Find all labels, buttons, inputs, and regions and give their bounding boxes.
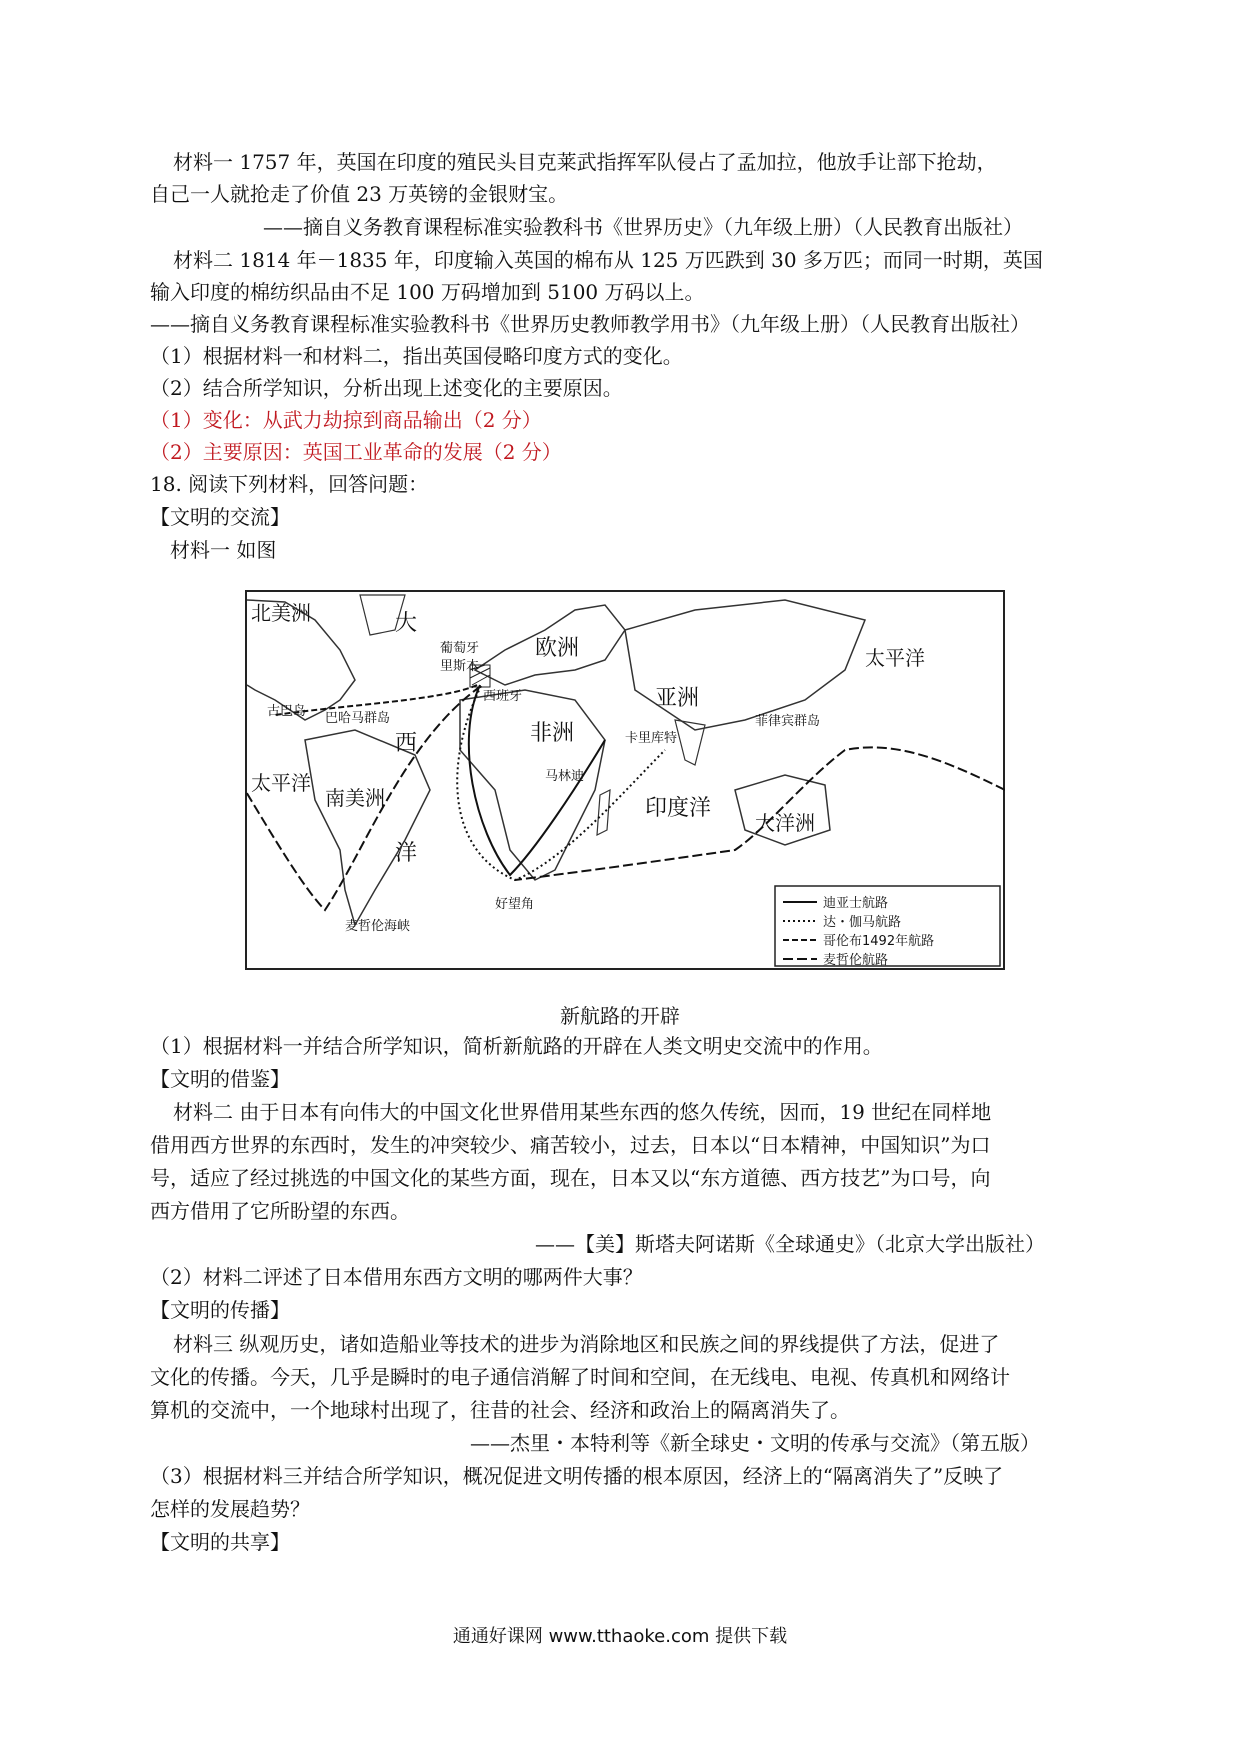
map-svg (245, 590, 1005, 970)
map-caption: 新航路的开辟 (560, 1004, 680, 1028)
label-philippines: 菲律宾群岛 (755, 714, 821, 729)
material-18-3-source: ——杰里・本特利等《新全球史・文明的传承与交流》（第五版） (470, 1431, 1040, 1455)
label-cape-of-good-hope: 好望角 (495, 897, 535, 912)
label-south-america: 南美洲 (325, 786, 385, 810)
material2-line2: 输入印度的棉纺织品由不足 100 万码增加到 5100 万码以上。 (150, 280, 705, 304)
label-atlantic-xi: 西 (395, 731, 418, 756)
label-oceania: 大洋洲 (755, 811, 815, 835)
material-18-2-line2: 借用西方世界的东西时，发生的冲突较少、痛苦较小，过去，日本以“日本精神，中国知识”为口 (150, 1133, 991, 1157)
question-18-3-line2: 怎样的发展趋势？ (150, 1497, 310, 1521)
material2-line1: 材料二 1814 年－1835 年，印度输入英国的棉布从 125 万匹跌到 30 多万匹；而同一时期，英国 (173, 248, 1043, 272)
section-heading-exchange: 【文明的交流】 (150, 505, 290, 529)
section-heading-borrowing: 【文明的借鉴】 (150, 1067, 290, 1091)
material2-source: ——摘自义务教育课程标准实验教科书《世界历史教师教学用书》（九年级上册）（人民教育出版社） (150, 312, 1030, 336)
page-footer: 通通好课网 www.tthaoke.com 提供下载 (452, 1626, 788, 1647)
question-2: （2）结合所学知识，分析出现上述变化的主要原因。 (150, 376, 623, 400)
material-18-3-line3: 算机的交流中，一个地球村出现了，往昔的社会、经济和政治上的隔离消失了。 (150, 1398, 850, 1422)
material-18-3-line1: 材料三 纵观历史，诸如造船业等技术的进步为消除地区和民族之间的界线提供了方法，促进了 (173, 1332, 1000, 1356)
label-asia: 亚洲 (655, 686, 700, 711)
new-sea-routes-map (245, 590, 1005, 970)
label-europe: 欧洲 (535, 636, 580, 661)
section-heading-sharing: 【文明的共享】 (150, 1530, 290, 1554)
label-atlantic-yang: 洋 (395, 841, 418, 866)
material1-line2: 自己一人就抢走了价值 23 万英镑的金银财宝。 (150, 182, 569, 206)
label-calicut: 卡里库特 (625, 731, 678, 746)
label-indian-ocean: 印度洋 (645, 796, 712, 821)
legend-dias: 迪亚士航路 (823, 896, 889, 911)
question-18-3-line1: （3）根据材料三并结合所学知识，概况促进文明传播的根本原因，经济上的“隔离消失了”反映了 (150, 1464, 1004, 1488)
label-pacific-left: 太平洋 (251, 771, 311, 795)
label-lisbon: 里斯本 (440, 659, 480, 674)
answer-2: （2）主要原因：英国工业革命的发展（2 分） (150, 440, 562, 464)
label-cuba: 古巴岛 (267, 704, 307, 719)
label-magellan-strait: 麦哲伦海峡 (345, 919, 411, 934)
material1-line1: 材料一 1757 年，英国在印度的殖民头目克莱武指挥军队侵占了孟加拉，他放手让部下抢劫， (173, 150, 997, 174)
label-north-america-1: 北美洲 (251, 601, 311, 625)
question-18-2: （2）材料二评述了日本借用东西方文明的哪两件大事？ (150, 1265, 643, 1289)
material-18-1-label: 材料一 如图 (170, 538, 277, 562)
material-18-2-line3: 号，适应了经过挑选的中国文化的某些方面，现在，日本又以“东方道德、西方技艺”为口号，向 (150, 1166, 991, 1190)
legend-magellan: 麦哲伦航路 (823, 953, 889, 968)
label-spain: 西班牙 (483, 689, 523, 704)
map-legend (775, 886, 1000, 968)
label-africa: 非洲 (530, 721, 575, 746)
section-heading-spread: 【文明的传播】 (150, 1298, 290, 1322)
question-18-1: （1）根据材料一并结合所学知识，简析新航路的开辟在人类文明史交流中的作用。 (150, 1034, 883, 1058)
legend-columbus: 哥伦布1492年航路 (823, 934, 935, 949)
legend-da-gama: 达・伽马航路 (823, 915, 902, 930)
material1-source: ——摘自义务教育课程标准实验教科书《世界历史》（九年级上册）（人民教育出版社） (263, 215, 1023, 239)
question-18: 18. 阅读下列材料，回答问题： (150, 472, 429, 496)
material-18-2-source: ——【美】斯塔夫阿诺斯《全球通史》（北京大学出版社） (535, 1232, 1045, 1256)
question-1: （1）根据材料一和材料二，指出英国侵略印度方式的变化。 (150, 344, 683, 368)
answer-1: （1）变化：从武力劫掠到商品输出（2 分） (150, 408, 542, 432)
material-18-2-line1: 材料二 由于日本有向伟大的中国文化世界借用某些东西的悠久传统，因而，19 世纪在同样地 (173, 1100, 992, 1124)
label-portugal: 葡萄牙 (440, 641, 480, 656)
label-malindi: 马林迪 (545, 769, 585, 784)
material-18-3-line2: 文化的传播。今天，几乎是瞬时的电子通信消解了时间和空间，在无线电、电视、传真机和网络计 (150, 1365, 1010, 1389)
material-18-2-line4: 西方借用了它所盼望的东西。 (150, 1199, 410, 1223)
label-pacific-right: 太平洋 (865, 646, 925, 670)
label-bahamas: 巴哈马群岛 (325, 711, 391, 726)
label-atlantic-da: 大 (395, 611, 418, 636)
